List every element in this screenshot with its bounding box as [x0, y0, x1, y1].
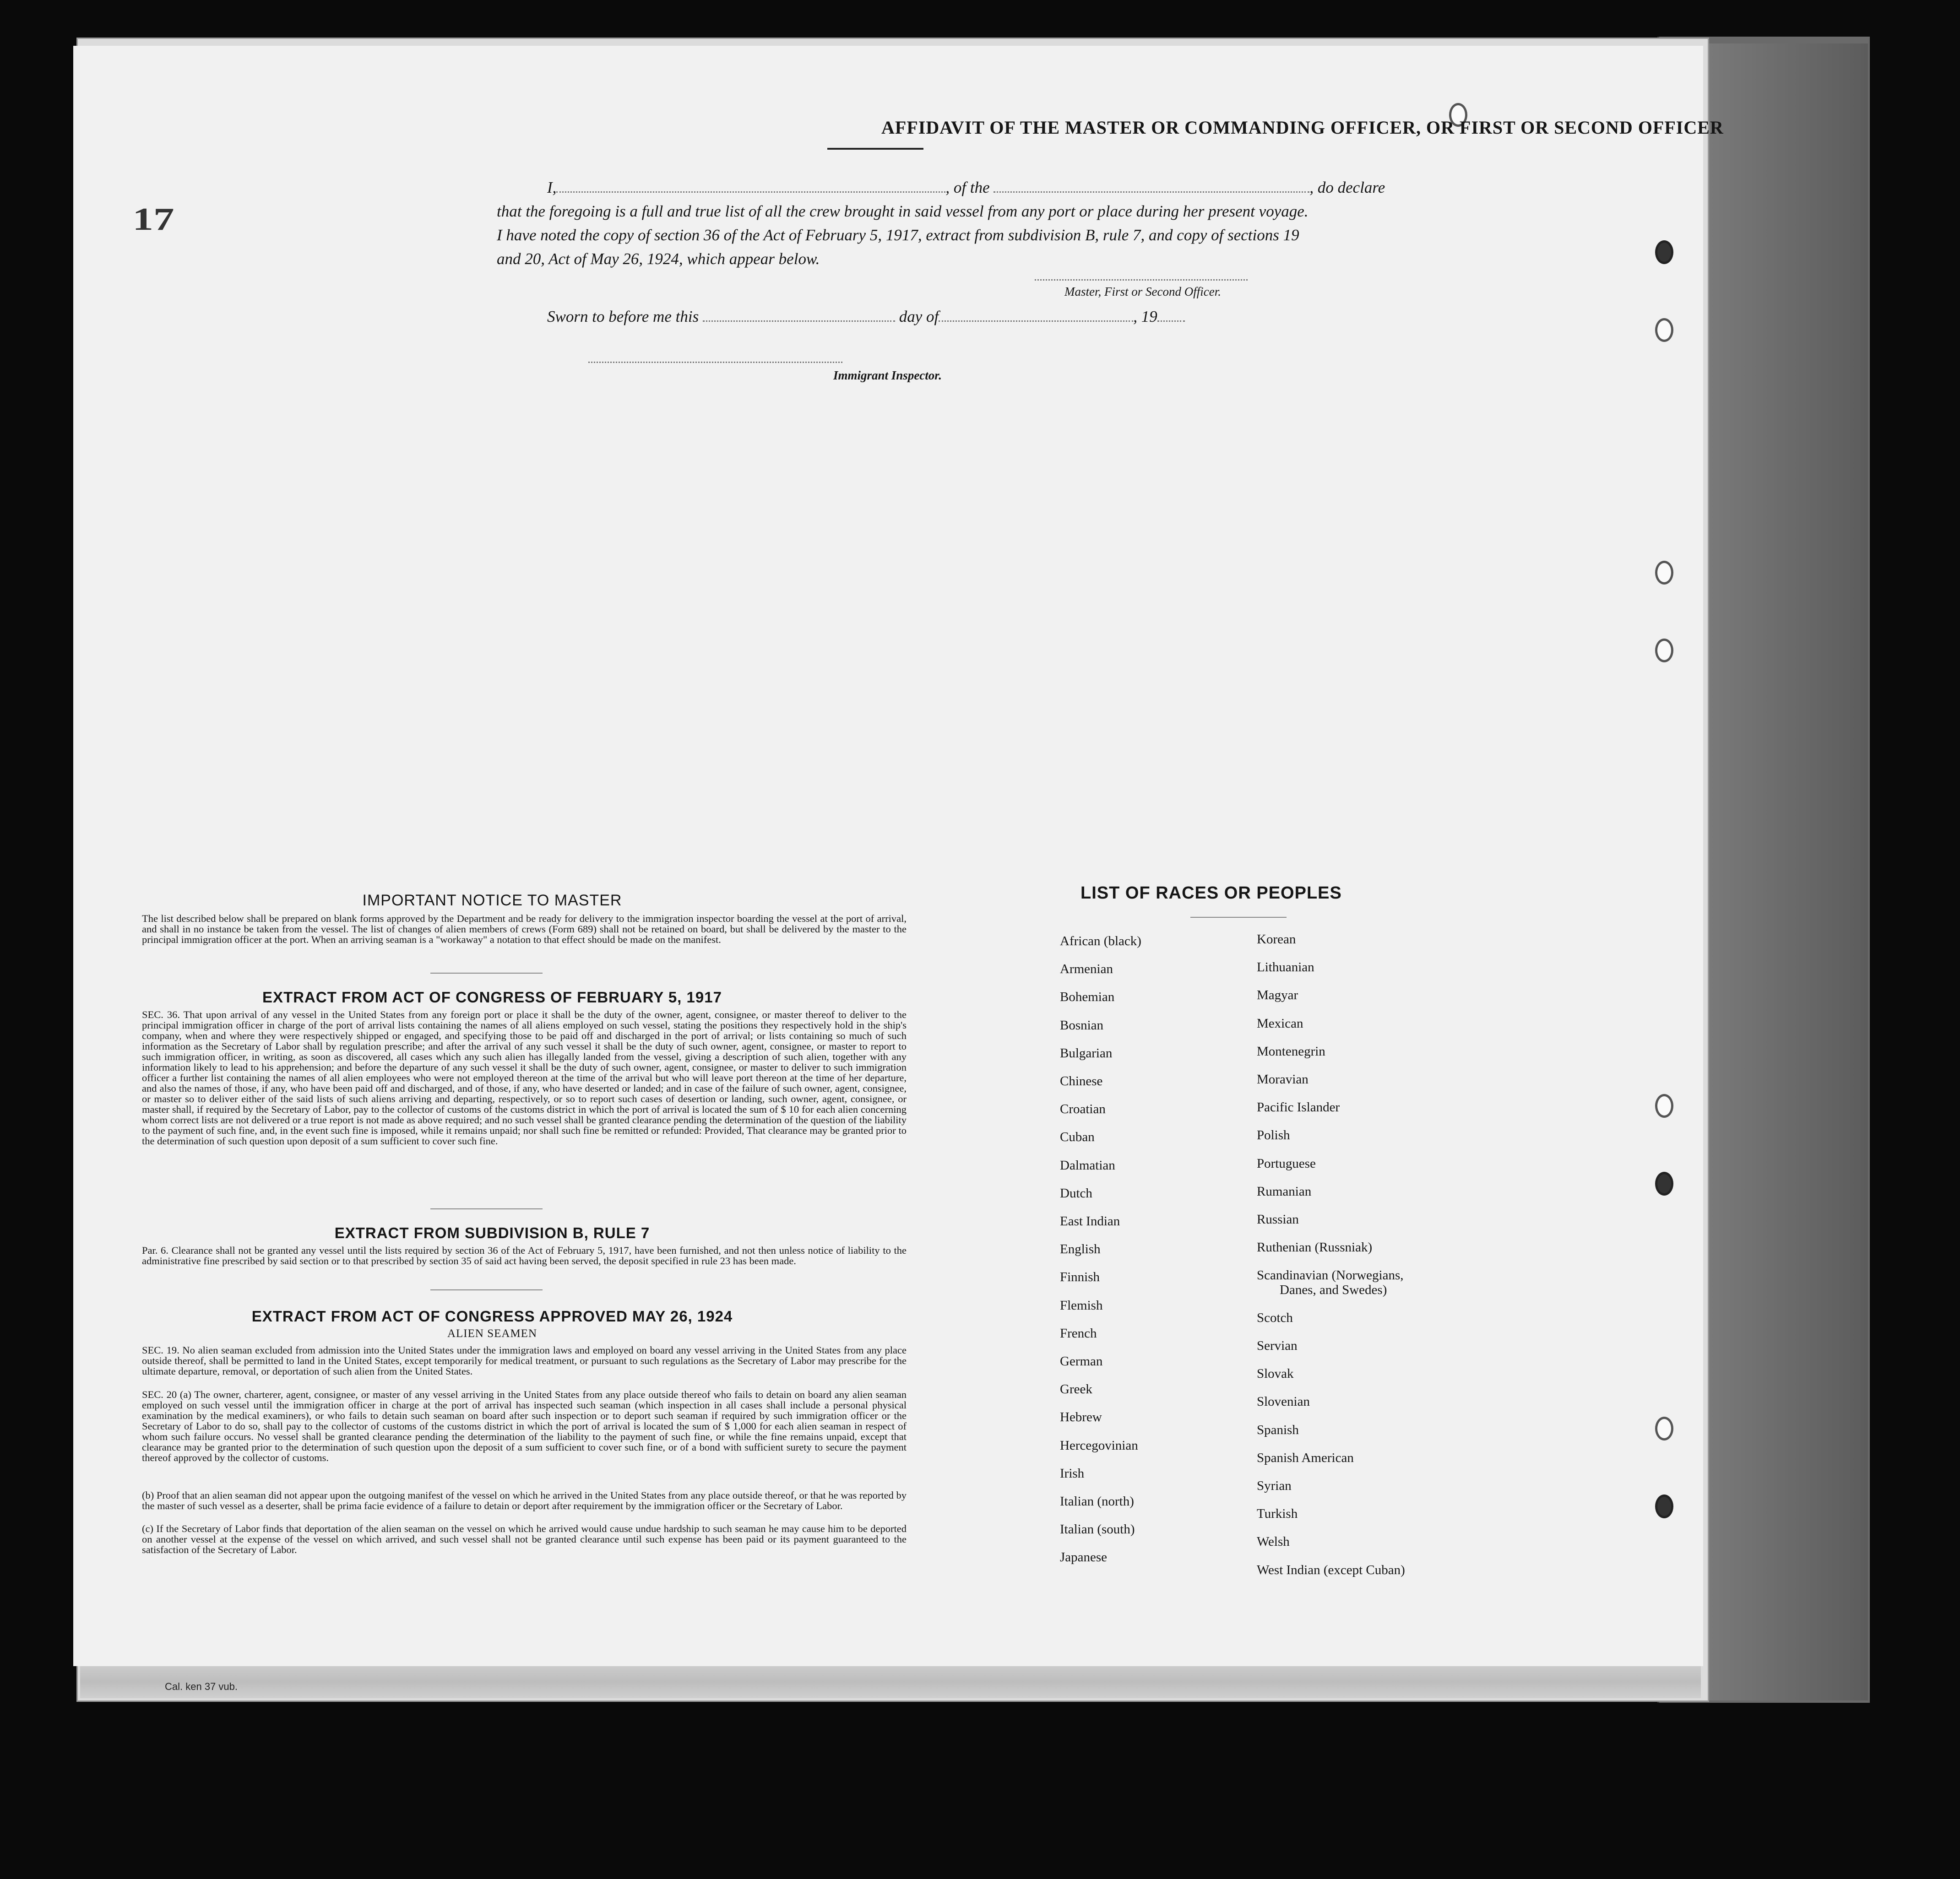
race-item: Bosnian	[1060, 1018, 1104, 1033]
title-underline	[827, 148, 923, 150]
race-item: Servian	[1257, 1338, 1298, 1353]
master-signature-label: Master, First or Second Officer.	[1064, 285, 1221, 298]
race-item: English	[1060, 1242, 1101, 1256]
edge-note: Cal. ken 37 vub.	[165, 1681, 238, 1692]
race-item: Japanese	[1060, 1550, 1108, 1565]
punch-hole-icon	[1655, 1172, 1673, 1196]
race-item: Dalmatian	[1060, 1158, 1115, 1173]
inspector-signature-label: Immigrant Inspector.	[833, 368, 942, 382]
section-divider	[430, 1289, 543, 1290]
race-item: Pacific Islander	[1257, 1100, 1340, 1115]
background-sheet-shadow	[1694, 43, 1868, 1700]
master-signature-line	[1035, 279, 1248, 281]
notice-title: IMPORTANT NOTICE TO MASTER	[362, 892, 622, 909]
race-item: German	[1060, 1354, 1103, 1369]
declaration-line-3: and 20, Act of May 26, 1924, which appear below.	[497, 250, 820, 268]
race-item: Polish	[1257, 1128, 1290, 1143]
inspector-signature-line	[588, 362, 842, 363]
race-item: Russian	[1257, 1212, 1299, 1227]
race-item: Irish	[1060, 1466, 1085, 1481]
punch-hole-icon	[1655, 639, 1673, 662]
race-item: Hercegovinian	[1060, 1438, 1138, 1453]
extract-1924-sec20b: (b) Proof that an alien seaman did not appear upon the outgoing manifest of the vessel on which he arrived in the United States from any place outside thereof, or that he was reported by the master of such vessel as a deserter, shall be prima facie evidence of a failure to detain or deport after requirement by the immigration officer or the Secretary of Labor.	[142, 1489, 907, 1511]
sworn-month-blank	[939, 320, 1133, 322]
race-item: Greek	[1060, 1382, 1092, 1397]
punch-hole-icon	[1655, 1495, 1673, 1518]
race-item: Ruthenian (Russniak)	[1257, 1240, 1373, 1255]
manifest-page	[73, 46, 1724, 1666]
race-item: French	[1060, 1326, 1097, 1341]
punch-hole-icon	[1655, 1094, 1673, 1118]
extract-1924-subtitle: ALIEN SEAMEN	[447, 1327, 537, 1340]
vessel-blank	[994, 191, 1309, 193]
affidavit-title: AFFIDAVIT OF THE MASTER OR COMMANDING OFFICER, OR FIRST OR SECOND OFFICER	[881, 117, 1724, 138]
race-item: Turkish	[1257, 1506, 1298, 1521]
name-blank	[556, 191, 945, 193]
race-item: Moravian	[1257, 1072, 1308, 1087]
race-item: Finnish	[1060, 1270, 1100, 1284]
race-item: Rumanian	[1257, 1184, 1312, 1199]
sworn-year-blank	[1157, 320, 1185, 322]
race-item: Croatian	[1060, 1102, 1106, 1116]
race-item: African (black)	[1060, 934, 1141, 948]
race-item: Spanish	[1257, 1423, 1299, 1437]
race-item: Montenegrin	[1257, 1044, 1325, 1059]
extract-1924-sec19: SEC. 19. No alien seaman excluded from admission into the United States under the immigration laws and employed on board any vessel arriving in the United States from any place outside thereof, shall be permitted to land in the United States, except temporarily for medical treatment, or pursuant to such regulations as the Secretary of Labor may prescribe for the ultimate departure, removal, or deportation of such alien from the United States.	[142, 1344, 907, 1377]
race-item: Danes, and Swedes)	[1280, 1283, 1387, 1297]
race-item: Slovenian	[1257, 1394, 1310, 1409]
extract-rule7-title: EXTRACT FROM SUBDIVISION B, RULE 7	[334, 1224, 650, 1241]
punch-hole-icon	[1655, 1417, 1673, 1440]
race-item: Scandinavian (Norwegians,	[1257, 1268, 1404, 1283]
declaration-line-2: I have noted the copy of section 36 of the Act of February 5, 1917, extract from subdivision B, rule 7, and copy of sections 19	[497, 226, 1299, 244]
race-item: Italian (north)	[1060, 1494, 1134, 1509]
extract-1924-sec20c: (c) If the Secretary of Labor finds that deportation of the alien seaman on the vessel on which he arrived would cause undue hardship to such seaman he may cause him to be deported on another vessel at the expense of the vessel on which arrived, and such vessel shall not be granted clearance until such expense has been paid or its payment guaranteed to the satisfaction of the Secretary of Labor.	[142, 1523, 907, 1555]
race-item: Syrian	[1257, 1478, 1292, 1493]
punch-hole-icon	[1655, 561, 1673, 585]
extract-1917-text: SEC. 36. That upon arrival of any vessel in the United States from any foreign port or place it shall be the duty of the owner, agent, consignee, or master thereof to deliver to the principal immigration officer in charge of the port of arrival lists containing the names of all aliens employed on such vessel, stating the positions they respectively hold in the ship's company, when and where they were respectively shipped or engaged, and specifying those to be paid off and discharged in the port of arrival; or lists containing so much of such information as the Secretary of Labor shall by regulation prescribe; and after the arrival of any such vessel it shall be the duty of such owner, agent, consignee, or master to report to such immigration officer, in writing, as soon as discovered, all cases which any such alien has illegally landed from the vessel, giving a description of such alien, together with any information likely to lead to his apprehension; and before the departure of any such vessel it shall be the duty of such owner, agent, consignee, or master to deliver to such immigration officer a further list containing the names of all alien employees who were not employed thereon at the time of the arrival but who will leave port thereon at the time of her departure, and also the names of those, if any, who have been paid off and discharged, and of those, if any, who have deserted or landed; and in case of the failure of such owner, agent, consignee, or master so to deliver either of the said lists of such aliens arriving and departing, respectively, or so to report such cases of desertion or landing, such owner, agent, consignee, or master shall, if required by the Secretary of Labor, pay to the collector of customs of the customs district in which the port of arrival is located the sum of $ 10 for each alien concerning whom correct lists are not delivered or a true report is not made as above required; and no such vessel shall be granted clearance pending the determination of the question of the liability to the payment of such fine, and, in the event such fine is imposed, while it remains unpaid; nor shall such fine be remitted or refunded: Provided, That clearance may be granted prior to the determination of such question upon deposit of a sum sufficient to cover such fine.	[142, 1009, 907, 1147]
race-item: Bohemian	[1060, 990, 1115, 1004]
extract-rule7-text: Par. 6. Clearance shall not be granted any vessel until the lists required by section 36 of the Act of February 5, 1917, have been furnished, and not then unless notice of liability to the administrative fine prescribed by said section or to that prescribed by section 35 of said act having been served, the deposit specified in rule 23 has been made.	[142, 1245, 907, 1267]
race-item: Flemish	[1060, 1298, 1103, 1313]
sworn-day-blank	[703, 320, 895, 322]
race-item: Magyar	[1257, 988, 1298, 1002]
extract-1924-sec20a: SEC. 20 (a) The owner, charterer, agent, consignee, or master of any vessel arriving in the United States from any place outside thereof who fails to detain on board any alien seaman employed on such vessel until the immigration officer in charge at the port of arrival has inspected such seaman (which inspection in all cases shall include a personal physical examination by the medical examiners), or who fails to detain such seaman on board after such inspection or to deport such seaman if required by such immigration officer or the Secretary of Labor to do so, shall pay to the collector of customs of the customs district in which the port of arrival is located the sum of $ 1,000 for each alien seaman in respect of whom such failure occurs. No vessel shall be granted clearance pending the determination of the liability to the payment of such fine, or while the fine remains unpaid, except that clearance may be granted prior to the determination of such question upon the deposit of a sum sufficient to cover such fine, or of a bond with sufficient surety to secure the payment thereof approved by the collector of customs.	[142, 1389, 907, 1463]
race-item: Scotch	[1257, 1310, 1293, 1325]
race-item: Mexican	[1257, 1016, 1303, 1031]
sworn-line: Sworn to before me this day of , 19	[472, 308, 1185, 326]
declaration-line-1: that the foregoing is a full and true list of all the crew brought in said vessel from any port or place during her present voyage.	[497, 202, 1308, 220]
extract-1924-title: EXTRACT FROM ACT OF CONGRESS APPROVED MAY 26, 1924	[251, 1308, 733, 1325]
race-item: Armenian	[1060, 962, 1113, 976]
race-item: Slovak	[1257, 1366, 1294, 1381]
race-item: Welsh	[1257, 1534, 1290, 1549]
notice-text: The list described below shall be prepared on blank forms approved by the Department and be ready for delivery to the immigration inspector boarding the vessel at the port of arrival, and shall in no instance be taken from the vessel. The list of changes of alien members of crews (Form 689) shall not be retained on board, but shall be delivered by the master to the principal immigration officer at the port. When an arriving seaman is a "workaway" a notation to that effect should be made on the manifest.	[142, 913, 907, 945]
section-divider	[430, 973, 543, 974]
races-title: LIST OF RACES OR PEOPLES	[1080, 883, 1342, 903]
race-item: Chinese	[1060, 1074, 1103, 1088]
race-item: Dutch	[1060, 1186, 1092, 1201]
extract-1917-title: EXTRACT FROM ACT OF CONGRESS OF FEBRUARY 5, 1917	[262, 989, 722, 1006]
race-item: Portuguese	[1257, 1156, 1316, 1171]
race-item: Cuban	[1060, 1130, 1095, 1144]
race-item: Bulgarian	[1060, 1046, 1113, 1061]
race-item: Spanish American	[1257, 1451, 1354, 1465]
race-item: West Indian (except Cuban)	[1257, 1563, 1405, 1577]
punch-hole-icon	[1655, 318, 1673, 342]
race-item: Italian (south)	[1060, 1522, 1135, 1537]
races-title-underline	[1190, 917, 1287, 918]
margin-mark: 17	[132, 202, 174, 237]
punch-hole-icon	[1655, 240, 1673, 264]
affidavit-line-1: I, , of the , do declare	[547, 179, 1385, 196]
race-item: East Indian	[1060, 1214, 1120, 1229]
race-item: Lithuanian	[1257, 960, 1314, 975]
race-item: Korean	[1257, 932, 1296, 947]
race-item: Hebrew	[1060, 1410, 1102, 1424]
section-divider	[430, 1208, 543, 1209]
